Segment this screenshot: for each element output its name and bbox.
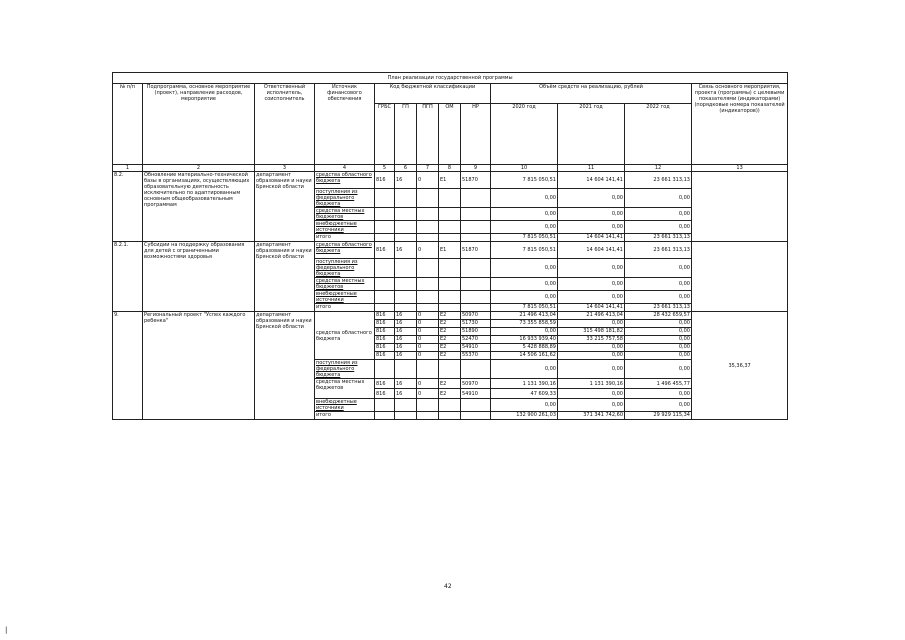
value-2020: 7 815 050,51 [491,172,558,189]
header-link: Связь основного мероприятия, проекта (программы) с целевыми показателями (индикаторами) (порядковые номера показателей (индикаторов)) [692,84,788,165]
code-om: Е2 [439,352,461,360]
code-gp: 16 [395,379,417,389]
value-2021: 0,00 [558,360,625,379]
value-2021: 0,00 [558,320,625,328]
code-gp: 16 [395,172,417,189]
value-2021: 0,00 [558,344,625,352]
code-np: 51730 [461,320,491,328]
col-num: 3 [255,165,315,172]
value-2022: 23 661 313,13 [625,172,692,189]
code-om: Е2 [439,312,461,320]
value-2022: 28 432 659,57 [625,312,692,320]
header-grbs: ГРБС [375,104,395,165]
code-grbs: 816 [375,320,395,328]
row-title: Региональный проект "Успех каждого ребенка" [143,312,255,420]
code-np: 54910 [461,344,491,352]
code-om: Е2 [439,344,461,352]
total-2022: 29 929 115,34 [625,412,692,420]
source-federal: поступления из федерального бюджета [315,189,375,208]
code-pgp: 0 [417,320,439,328]
indicators-cell [692,242,788,312]
code-gp: 16 [395,344,417,352]
value-2020: 0,00 [491,399,558,412]
code-gp: 16 [395,336,417,344]
source-offbudget: внебюджетные источники [315,291,375,304]
source-local: средства местных бюджетов [315,379,375,399]
code-pgp: 0 [417,172,439,189]
row-executor: департамент образования и науки Брянской области [255,172,315,242]
code-np: 51870 [461,242,491,259]
value-2021: 0,00 [558,291,625,304]
total-2022: 23 661 313,13 [625,234,692,242]
value-2021: 21 496 413,04 [558,312,625,320]
value-2020: 0,00 [491,360,558,379]
value-2022: 0,00 [625,259,692,278]
code-grbs: 816 [375,328,395,336]
total-2020: 7 815 050,51 [491,234,558,242]
total-2021: 371 341 742,60 [558,412,625,420]
value-2022: 0,00 [625,344,692,352]
value-2021: 0,00 [558,278,625,291]
value-2020: 0,00 [491,221,558,234]
header-budget-code: Код бюджетной классификации [375,84,491,104]
source-total: итого [315,304,375,312]
code-pgp: 0 [417,336,439,344]
value-2021: 0,00 [558,259,625,278]
code-om: Е2 [439,320,461,328]
plan-document [112,72,787,420]
value-2020: 0,00 [491,291,558,304]
total-2021: 14 604 141,41 [558,234,625,242]
col-num: 10 [491,165,558,172]
code-grbs: 816 [375,312,395,320]
header-volume: Объём средств на реализацию, рублей [491,84,692,104]
value-2020: 0,00 [491,259,558,278]
col-num: 4 [315,165,375,172]
page-number: 42 [444,583,452,590]
code-pgp: 0 [417,379,439,389]
code-grbs: 816 [375,389,395,399]
code-pgp: 0 [417,352,439,360]
source-local: средства местных бюджетов [315,208,375,221]
value-2021: 14 604 141,41 [558,242,625,259]
col-num: 5 [375,165,395,172]
code-np: 55370 [461,352,491,360]
source-federal: поступления из федерального бюджета [315,259,375,278]
value-2020: 73 355 858,59 [491,320,558,328]
value-2020: 0,00 [491,189,558,208]
value-2020: 47 609,33 [491,389,558,399]
code-gp: 16 [395,312,417,320]
value-2021: 0,00 [558,208,625,221]
col-num: 6 [395,165,417,172]
header-source: Источник финансового обеспечения [315,84,375,165]
code-grbs: 816 [375,336,395,344]
indicators-cell: 35,36,37 [692,312,788,420]
code-om: Е2 [439,389,461,399]
col-num: 2 [143,165,255,172]
value-2022: 0,00 [625,360,692,379]
value-2021: 33 215 757,58 [558,336,625,344]
col-num: 9 [461,165,491,172]
value-2022: 0,00 [625,336,692,344]
value-2021: 0,00 [558,399,625,412]
header-subprogram: Подпрограмма, основное мероприятие (проект), направление расходов, мероприятие [143,84,255,165]
header-2020: 2020 год [491,104,558,165]
row-title: Обновление материально-технической базы в организациях, осуществляющих образовательную деятельность исключительно по адаптированным основным общеобразовательным программам [143,172,255,242]
col-num: 13 [692,165,788,172]
code-pgp: 0 [417,312,439,320]
source-regional: средства областного бюджета [315,242,375,259]
code-pgp: 0 [417,344,439,352]
row-executor: департамент образования и науки Брянской области [255,312,315,420]
value-2022: 0,00 [625,189,692,208]
total-2020: 132 900 261,03 [491,412,558,420]
header-gp: ГП [395,104,417,165]
code-om: Е1 [439,242,461,259]
code-np: 51890 [461,328,491,336]
code-grbs: 816 [375,344,395,352]
value-2021: 0,00 [558,352,625,360]
row-number: 8.2. [113,172,143,242]
value-2020: 21 496 413,04 [491,312,558,320]
value-2021: 1 131 390,16 [558,379,625,389]
code-pgp: 0 [417,328,439,336]
code-gp: 16 [395,352,417,360]
row-number: 9. [113,312,143,420]
total-2020: 7 815 050,51 [491,304,558,312]
value-2021: 0,00 [558,189,625,208]
code-np: 50970 [461,312,491,320]
code-gp: 16 [395,328,417,336]
value-2020: 7 815 050,51 [491,242,558,259]
col-num: 8 [439,165,461,172]
header-pgp: ПГП [417,104,439,165]
source-total: итого [315,412,375,420]
value-2020: 1 131 390,16 [491,379,558,389]
source-regional: средства областного бюджета [315,312,375,360]
col-num: 12 [625,165,692,172]
code-gp: 16 [395,389,417,399]
value-2022: 0,00 [625,291,692,304]
total-2021: 14 604 141,41 [558,304,625,312]
value-2022: 0,00 [625,399,692,412]
value-2021: 315 498 181,82 [558,328,625,336]
header-om: ОМ [439,104,461,165]
value-2022: 0,00 [625,389,692,399]
code-gp: 16 [395,320,417,328]
source-total: итого [315,234,375,242]
indicators-cell [692,172,788,242]
col-num: 1 [113,165,143,172]
value-2022: 0,00 [625,328,692,336]
code-pgp: 0 [417,389,439,399]
header-num: № п/п [113,84,143,165]
value-2022: 0,00 [625,320,692,328]
value-2022: 23 661 313,13 [625,242,692,259]
value-2020: 14 506 161,62 [491,352,558,360]
value-2022: 0,00 [625,352,692,360]
value-2020: 0,00 [491,278,558,291]
code-grbs: 816 [375,352,395,360]
value-2021: 0,00 [558,389,625,399]
plan-table [112,72,788,420]
value-2020: 5 428 888,89 [491,344,558,352]
code-np: 51870 [461,172,491,189]
value-2021: 0,00 [558,221,625,234]
code-np: 52470 [461,336,491,344]
header-2022: 2022 год [625,104,692,165]
code-np: 50970 [461,379,491,389]
col-num: 11 [558,165,625,172]
corner-mark: | [5,626,8,634]
code-gp: 16 [395,242,417,259]
code-om: Е2 [439,379,461,389]
row-executor: департамент образования и науки Брянской области [255,242,315,312]
code-pgp: 0 [417,242,439,259]
code-om: Е2 [439,328,461,336]
code-grbs: 816 [375,242,395,259]
table-title: План реализации государственной программы [113,73,788,84]
code-grbs: 816 [375,379,395,389]
value-2022: 0,00 [625,221,692,234]
value-2022: 0,00 [625,208,692,221]
value-2022: 0,00 [625,278,692,291]
source-federal: поступления из федерального бюджета [315,360,375,379]
source-offbudget: внебюджетные источники [315,399,375,412]
code-grbs: 816 [375,172,395,189]
code-om: Е1 [439,172,461,189]
value-2022: 1 496 455,77 [625,379,692,389]
value-2020: 0,00 [491,208,558,221]
source-local: средства местных бюджетов [315,278,375,291]
source-regional: средства областного бюджета [315,172,375,189]
header-2021: 2021 год [558,104,625,165]
value-2020: 0,00 [491,328,558,336]
value-2021: 14 604 141,41 [558,172,625,189]
value-2020: 16 933 939,40 [491,336,558,344]
source-offbudget: внебюджетные источники [315,221,375,234]
row-title: Субсидии на поддержку образования для детей с ограниченными возможностями здоровья [143,242,255,312]
code-om: Е2 [439,336,461,344]
header-executor: Ответственный исполнитель, соисполнитель [255,84,315,165]
code-np: 54910 [461,389,491,399]
header-np: НР [461,104,491,165]
col-num: 7 [417,165,439,172]
row-number: 8.2.1. [113,242,143,312]
total-2022: 23 661 313,13 [625,304,692,312]
